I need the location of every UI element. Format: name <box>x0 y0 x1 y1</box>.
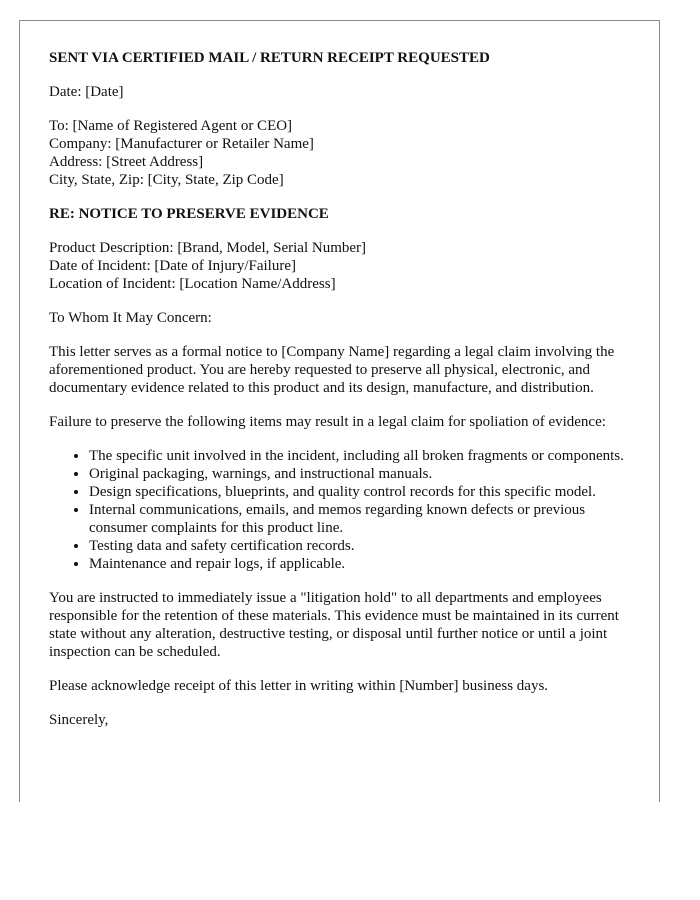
list-item: • Testing data and safety certification records. <box>89 537 644 555</box>
failure-paragraph: Failure to preserve the following items may result in a legal claim for spoliation of evidence: <box>49 414 606 430</box>
list-item: • Maintenance and repair logs, if applicable. <box>89 555 644 573</box>
incident-date: Date of Incident: [Date of Injury/Failure] <box>49 258 296 274</box>
incident-details-block <box>49 239 644 293</box>
recipient-city-state-zip: City, State, Zip: [City, State, Zip Code] <box>49 172 284 188</box>
recipient-address: Address: [Street Address] <box>49 154 204 170</box>
acknowledge-paragraph: Please acknowledge receipt of this letter in writing within [Number] business days. <box>49 678 549 694</box>
list-item: • Original packaging, warnings, and instructional manuals. <box>89 465 644 483</box>
letter-body <box>49 49 644 729</box>
letter-page <box>19 20 660 802</box>
preservation-items-list <box>49 447 644 573</box>
list-item: • Design specifications, blueprints, and quality control records for this specific model. <box>89 483 644 501</box>
product-description: Product Description: [Brand, Model, Serial Number] <box>49 240 367 256</box>
recipient-company: Company: [Manufacturer or Retailer Name] <box>49 136 314 152</box>
recipient-block <box>49 117 644 189</box>
salutation: To Whom It May Concern: <box>49 310 212 326</box>
closing: Sincerely, <box>49 712 109 728</box>
subject-heading: RE: NOTICE TO PRESERVE EVIDENCE <box>49 206 329 222</box>
list-item: • Internal communications, emails, and memos regarding known defects or previous consumer complaints for this product line. <box>89 501 644 537</box>
incident-location: Location of Incident: [Location Name/Address] <box>49 276 336 292</box>
date-line: Date: [Date] <box>49 84 124 100</box>
delivery-method-heading: SENT VIA CERTIFIED MAIL / RETURN RECEIPT REQUESTED <box>49 50 490 66</box>
litigation-hold-paragraph: You are instructed to immediately issue a "litigation hold" to all departments and employees responsible for the retention of these materials. This evidence must be maintained in its current state without any alteration, destructive testing, or disposal until further notice or until a joint inspection can be scheduled. <box>49 590 619 660</box>
notice-paragraph: This letter serves as a formal notice to [Company Name] regarding a legal claim involving the aforementioned product. You are hereby requested to preserve all physical, electronic, and documentary evidence related to this product and its design, manufacture, and distribution. <box>49 344 615 396</box>
list-item: • The specific unit involved in the incident, including all broken fragments or components. <box>89 447 644 465</box>
recipient-to: To: [Name of Registered Agent or CEO] <box>49 118 293 134</box>
